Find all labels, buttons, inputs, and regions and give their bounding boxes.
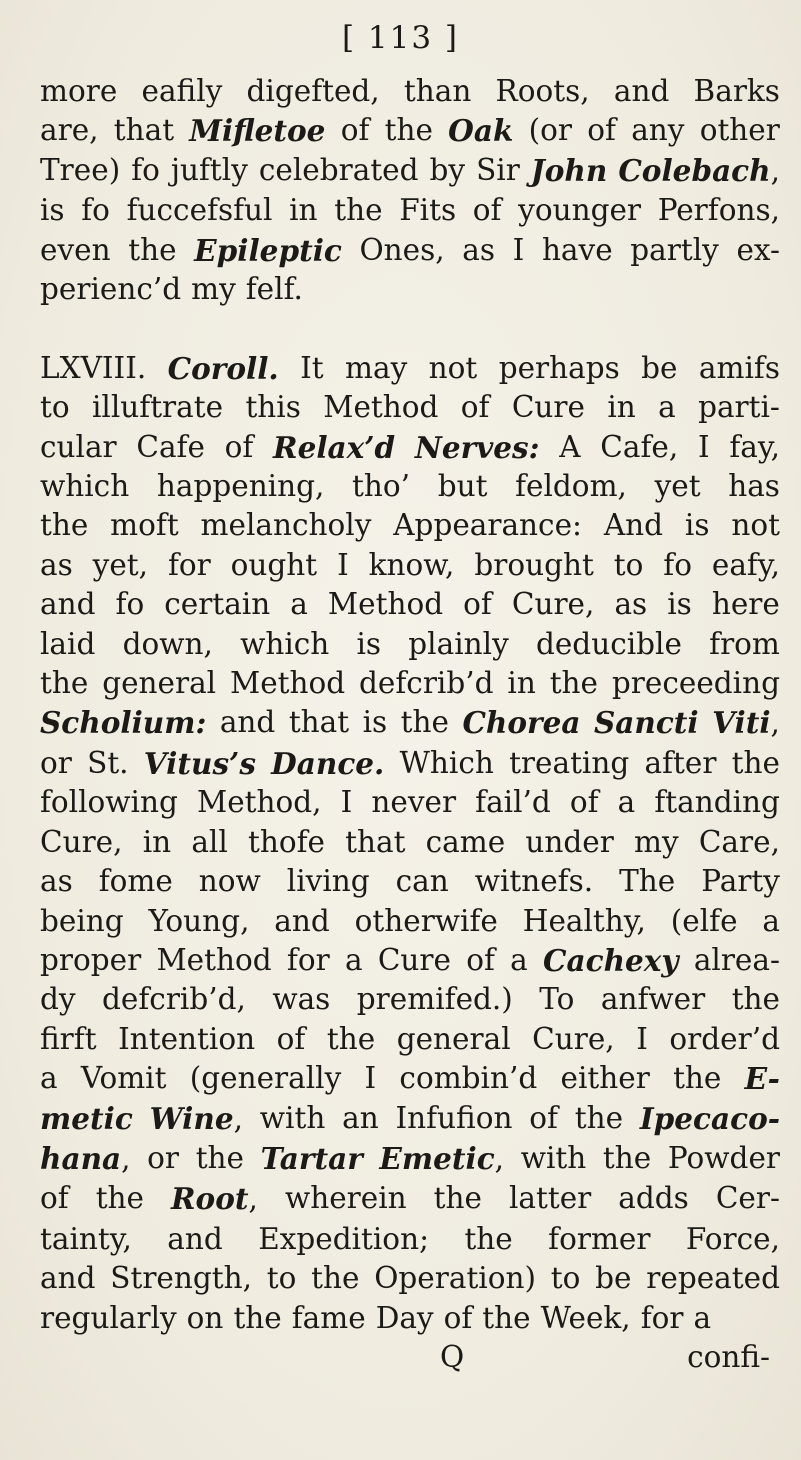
word: of (587, 113, 616, 148)
word: ftanding (654, 785, 780, 820)
word: Appearance: (393, 508, 582, 543)
text-line (40, 744, 780, 783)
word: adds (618, 1181, 689, 1216)
word: which (40, 469, 130, 504)
text-line (40, 1139, 780, 1179)
word: I (636, 1021, 648, 1056)
word-group (171, 1179, 258, 1219)
word: moft (110, 508, 179, 543)
text-line (40, 625, 780, 664)
text-line (40, 1059, 780, 1098)
word: came (425, 824, 506, 859)
word: general (102, 666, 217, 701)
word: a (344, 942, 363, 977)
word: And (603, 508, 664, 543)
word: Barks (693, 74, 780, 108)
italic-word: Colebach (618, 152, 771, 188)
text-line (40, 270, 780, 309)
word: the (602, 1140, 652, 1175)
word: Method (156, 942, 272, 977)
word: defcrib’d (359, 666, 494, 701)
word: dy (40, 982, 76, 1017)
text-line (40, 1099, 780, 1139)
word: fay, (729, 429, 780, 464)
word-group (150, 1099, 243, 1139)
word: following (40, 785, 178, 820)
page-number: [ 113 ] (341, 20, 460, 56)
word: Care, (698, 824, 780, 859)
word: but (437, 469, 488, 504)
word: ex- (736, 232, 780, 267)
word: eafy, (711, 547, 780, 582)
paragraph-corollary-68 (40, 349, 780, 1338)
word: thofe (247, 824, 325, 859)
italic-word: hana (40, 1140, 122, 1176)
word: of (40, 1181, 69, 1216)
word: anfwer (600, 982, 706, 1017)
word: not (428, 350, 478, 385)
word: a (40, 1061, 58, 1096)
word: the (326, 1021, 376, 1056)
word: The (619, 864, 676, 899)
word: LXVIII. (40, 350, 147, 385)
word: is (362, 705, 388, 740)
word: younger (518, 193, 642, 228)
word: wherein (284, 1181, 407, 1216)
word: amifs (698, 350, 780, 385)
word: any (631, 113, 685, 148)
word: Tree) (40, 152, 121, 187)
word: to (40, 390, 70, 425)
word: Week, (540, 1300, 631, 1335)
word: and (40, 1261, 96, 1296)
word: illuftrate (91, 390, 224, 425)
word: plainly (408, 626, 509, 661)
word: I (512, 232, 525, 267)
text-line (40, 388, 780, 427)
word: yet, (92, 547, 149, 582)
word: than (403, 74, 472, 108)
word: A (559, 429, 581, 464)
word: fo (115, 587, 145, 622)
word: proper (40, 942, 142, 977)
word: to (550, 1261, 581, 1296)
signature-mark: Q (440, 1339, 465, 1374)
word: yet (654, 469, 701, 504)
word: this (245, 390, 301, 425)
word: eafily (141, 74, 223, 108)
text-line (40, 467, 780, 506)
word: parti- (698, 390, 780, 425)
word: the (549, 666, 599, 701)
text-line (40, 428, 780, 467)
word: tainty, (40, 1221, 132, 1256)
word: premifed.) (356, 982, 513, 1017)
word: has (728, 469, 780, 504)
italic-word: Vitus’s (143, 745, 256, 781)
word: defcrib’d, (102, 982, 246, 1017)
word: Force, (685, 1221, 780, 1256)
word: to (266, 1261, 297, 1296)
word: the (574, 1100, 624, 1135)
italic-word: Chorea (462, 705, 581, 741)
text-line (40, 664, 780, 703)
text-line (40, 862, 780, 901)
word: the (482, 1300, 531, 1335)
word: not (731, 508, 780, 543)
word: as (462, 232, 496, 267)
italic-word: Nerves: (414, 429, 540, 465)
word: my (191, 272, 236, 307)
word: happening, (156, 469, 325, 504)
text-line (40, 72, 780, 111)
word: To (539, 982, 575, 1017)
word: It (300, 350, 324, 385)
word: was (272, 982, 331, 1017)
italic-word: Viti (712, 705, 771, 741)
word: Healthy, (522, 903, 646, 938)
paragraph-gap (40, 309, 780, 348)
word: are, (40, 113, 99, 148)
paragraph-continuation (40, 72, 780, 309)
word: be (595, 1261, 632, 1296)
word: Cer- (715, 1181, 780, 1216)
text-line (40, 546, 780, 585)
word: on (186, 1300, 224, 1335)
text-line (40, 349, 780, 388)
word: (generally (189, 1061, 342, 1096)
word: Fits (399, 193, 457, 228)
word: digefted, (246, 74, 380, 108)
text-line (40, 1020, 780, 1059)
word: the (384, 113, 433, 148)
word: brought (474, 547, 594, 582)
word: Method (327, 587, 444, 622)
word: in (289, 193, 318, 228)
word: may (345, 350, 408, 385)
word: feldom, (515, 469, 627, 504)
word: of (466, 942, 495, 977)
word: juftly (170, 152, 248, 187)
word: never (371, 785, 457, 820)
word: fuccefsful (126, 193, 273, 228)
word: St. (87, 745, 129, 780)
word: combin’d (399, 1061, 538, 1096)
word: the (731, 982, 780, 1017)
word: (or (528, 113, 573, 148)
word: from (709, 626, 780, 661)
word: and (274, 903, 330, 938)
word: all (191, 824, 228, 859)
word: , (233, 1101, 243, 1136)
word-group (712, 703, 780, 743)
text-line (40, 1299, 780, 1338)
word: and (613, 74, 670, 108)
word: know, (368, 547, 455, 582)
word: I (340, 785, 353, 820)
word: Perfons, (657, 193, 780, 228)
italic-word: Scholium: (40, 705, 207, 741)
word: the (311, 1261, 360, 1296)
word: the (334, 193, 383, 228)
word: latter (508, 1181, 592, 1216)
italic-word: Ipecaco- (639, 1100, 780, 1136)
word: and (167, 1221, 223, 1256)
word: (elfe (670, 903, 738, 938)
word: Method (323, 390, 439, 425)
word: a (510, 942, 528, 977)
italic-word: Emetic (379, 1140, 495, 1176)
word: celebrated (258, 152, 419, 187)
word: Vomit (80, 1061, 167, 1096)
word: my (634, 824, 679, 859)
word: which (240, 626, 330, 661)
word: or (147, 1140, 180, 1175)
word: here (711, 587, 780, 622)
word: , (770, 153, 780, 188)
word: a (617, 785, 636, 820)
word: treating (509, 745, 630, 780)
word: Which (399, 745, 494, 780)
catchword: confi- (687, 1339, 770, 1374)
word: an (342, 1100, 379, 1135)
word: of (276, 1021, 306, 1056)
word: Operation) (374, 1261, 537, 1296)
word: perienc’d (40, 272, 182, 307)
page-footer (40, 1338, 780, 1377)
word: of (529, 1100, 558, 1135)
word: felf. (245, 272, 303, 307)
italic-word: Wine (149, 1100, 234, 1136)
italic-word: Oak (448, 113, 514, 149)
word: Infufion (395, 1100, 513, 1135)
word: of (460, 390, 490, 425)
word: the (195, 1140, 245, 1175)
italic-word: E- (744, 1061, 780, 1097)
word: the (128, 232, 177, 267)
word: that (288, 705, 350, 740)
italic-word: John (530, 152, 608, 188)
word: can (395, 864, 449, 899)
word: as (40, 864, 73, 899)
word: with (520, 1140, 587, 1175)
word: the (464, 1221, 513, 1256)
italic-word: Mifletoe (189, 113, 326, 149)
word: living (286, 864, 370, 899)
word: fome (98, 864, 173, 899)
word: other (699, 113, 780, 148)
word: Cure (511, 390, 585, 425)
word: the (673, 1061, 722, 1096)
word: in (607, 390, 636, 425)
word: after (644, 745, 717, 780)
word: even (40, 232, 111, 267)
text-line (40, 941, 780, 980)
word: I (337, 547, 349, 582)
word: Roots, (495, 74, 590, 108)
word: firft (40, 1021, 97, 1056)
word: of (443, 1300, 473, 1335)
word: of (463, 587, 492, 622)
word: order’d (669, 1021, 780, 1056)
italic-word: Cachexy (543, 942, 679, 978)
word: is (684, 508, 710, 543)
word-group (40, 1139, 131, 1179)
word: be (641, 350, 678, 385)
text-line (40, 1259, 780, 1298)
word: Method, (196, 785, 322, 820)
word: Ones, (359, 232, 445, 267)
italic-word: Sancti (593, 705, 699, 741)
word: witnefs. (474, 864, 594, 899)
word: otherwife (354, 903, 498, 938)
word: Party (701, 864, 780, 899)
word: laid (40, 626, 96, 661)
word: , (121, 1141, 131, 1176)
word: Cafe, (600, 429, 679, 464)
word: ought (230, 547, 318, 582)
word: certain (164, 587, 271, 622)
word: melancholy (200, 508, 372, 543)
word: for (640, 1300, 684, 1335)
word: of (340, 113, 370, 148)
word: former (548, 1221, 651, 1256)
word: Expedition; (258, 1221, 430, 1256)
word: down, (122, 626, 213, 661)
word: the (40, 666, 89, 701)
word: the (400, 705, 449, 740)
word: either (560, 1061, 650, 1096)
word: preceeding (611, 666, 780, 701)
word: have (541, 232, 613, 267)
word: fo (663, 547, 692, 582)
word: or (40, 745, 72, 780)
italic-word: Coroll. (167, 350, 279, 386)
italic-word: Root (171, 1181, 249, 1217)
word: the (731, 745, 780, 780)
word: fo (81, 193, 110, 228)
word: Method (230, 666, 346, 701)
word: by (429, 152, 466, 187)
word: a (290, 587, 308, 622)
italic-word: Tartar (260, 1140, 363, 1176)
text-line (40, 151, 780, 191)
word: for (286, 942, 330, 977)
italic-word: Dance. (271, 745, 385, 781)
word: Powder (667, 1140, 780, 1175)
text-line (40, 191, 780, 230)
word: and (219, 705, 276, 740)
word: , (770, 706, 780, 741)
text-line (40, 231, 780, 270)
word: Sir (476, 152, 520, 187)
word: the (95, 1181, 145, 1216)
word: and (40, 587, 96, 622)
word: for (167, 547, 211, 582)
word: Cafe (136, 429, 205, 464)
word: to (613, 547, 644, 582)
text-line (40, 506, 780, 545)
text-line (40, 1179, 780, 1219)
word: , (248, 1182, 258, 1217)
word: that (345, 824, 406, 859)
word: Cure, (511, 587, 595, 622)
word-group (379, 1139, 504, 1179)
text-line (40, 902, 780, 941)
word: fail’d (475, 785, 551, 820)
word: partly (630, 232, 719, 267)
word: a (658, 390, 676, 425)
word: as (40, 547, 73, 582)
word: alrea- (693, 942, 780, 977)
word: is (667, 587, 692, 622)
word: Intention (118, 1021, 256, 1056)
word: that (113, 113, 175, 148)
text-line (40, 585, 780, 624)
word: repeated (646, 1261, 780, 1296)
word: a (762, 903, 780, 938)
word: more (40, 74, 118, 108)
italic-word: Epileptic (194, 232, 342, 268)
italic-word: metic (40, 1100, 133, 1136)
word: Young, (148, 903, 250, 938)
body-text (40, 72, 780, 1377)
word: I (697, 429, 710, 464)
word: in (142, 824, 172, 859)
text-line (40, 1220, 780, 1259)
word: Cure, (40, 824, 123, 859)
word: as (614, 587, 648, 622)
word: of (569, 785, 599, 820)
word: Cure, (532, 1021, 615, 1056)
word-group (618, 151, 780, 191)
text-line (40, 823, 780, 862)
word: fame (291, 1300, 366, 1335)
word: fo (131, 152, 160, 187)
word: the (40, 508, 89, 543)
word: tho’ (352, 469, 411, 504)
text-line (40, 980, 780, 1019)
word: I (364, 1061, 377, 1096)
word: is (40, 193, 65, 228)
word: a (693, 1300, 712, 1335)
text-line (40, 703, 780, 743)
word: in (507, 666, 536, 701)
word: being (40, 903, 124, 938)
word: now (198, 864, 261, 899)
word: the (433, 1181, 482, 1216)
word: of (472, 193, 502, 228)
word: deducible (535, 626, 682, 661)
text-line (40, 783, 780, 822)
word: under (525, 824, 614, 859)
word: the (233, 1300, 282, 1335)
word: with (259, 1100, 326, 1135)
italic-word: Relax’d (273, 429, 396, 465)
text-line (40, 111, 780, 150)
word: is (356, 626, 382, 661)
word: cular (40, 429, 117, 464)
word: regularly (40, 1300, 177, 1335)
word: , (494, 1141, 505, 1176)
word: of (224, 429, 254, 464)
word: Strength, (110, 1261, 252, 1296)
word: Cure (377, 942, 451, 977)
word: Day (375, 1300, 434, 1335)
word: perhaps (498, 350, 620, 385)
word: general (396, 1021, 511, 1056)
